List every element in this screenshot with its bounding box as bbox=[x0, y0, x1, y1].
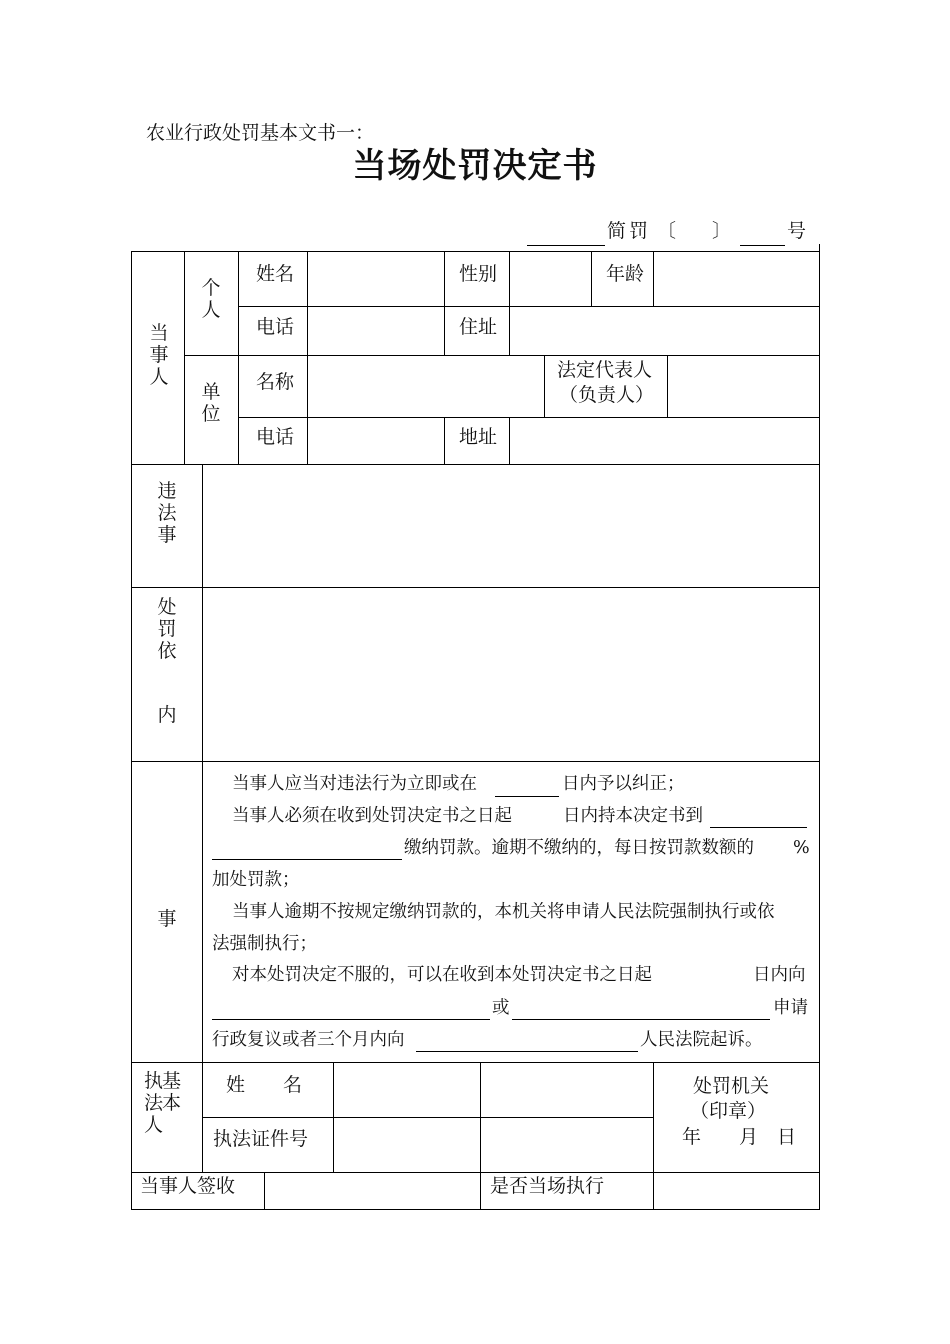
decision-line-3b: % bbox=[793, 838, 810, 858]
page-title: 当场处罚决定书 bbox=[352, 146, 598, 186]
gender-field[interactable] bbox=[510, 252, 591, 306]
officer-cert-field-1[interactable] bbox=[334, 1118, 480, 1172]
decision-line-4: 加处罚款； bbox=[212, 870, 300, 890]
phone-label: 电话 bbox=[256, 316, 295, 338]
unit-name-label: 名称 bbox=[256, 371, 295, 393]
decision-line-8b: 申请 bbox=[773, 998, 808, 1018]
unit-phone-field[interactable] bbox=[308, 418, 444, 464]
legal-rep-label: 法定代表人 bbox=[557, 359, 653, 381]
penalty-basis-label-bottom: 内 bbox=[157, 704, 177, 726]
decision-line-7b: 日内向 bbox=[753, 965, 806, 985]
party-sign-field[interactable] bbox=[265, 1173, 480, 1209]
legal-rep-sub-label: （负责人） bbox=[559, 384, 655, 406]
officer-cert-label: 执法证件号 bbox=[213, 1128, 309, 1150]
decision-line-8a: 或 bbox=[492, 998, 510, 1018]
unit-address-field[interactable] bbox=[510, 418, 819, 464]
individual-label: 个人 bbox=[201, 277, 221, 321]
residence-field[interactable] bbox=[510, 307, 819, 355]
residence-label: 住址 bbox=[459, 316, 498, 338]
authority-label: 处罚机关 bbox=[693, 1075, 770, 1097]
number-serial-blank bbox=[740, 245, 785, 246]
officer-name-field-1[interactable] bbox=[334, 1063, 480, 1117]
decision-line-6: 法强制执行； bbox=[212, 934, 317, 954]
decision-label: 事 bbox=[157, 908, 177, 930]
decision-line-2b: 日内持本决定书到 bbox=[563, 806, 703, 826]
violation-facts-field[interactable] bbox=[203, 465, 819, 587]
violation-facts-label: 违法事 bbox=[157, 480, 177, 546]
decision-line-9b: 人民法院起诉。 bbox=[640, 1030, 763, 1050]
party-section-label: 当事人 bbox=[149, 322, 169, 388]
review-agency-blank-1 bbox=[212, 1019, 490, 1020]
name-label: 姓名 bbox=[256, 263, 295, 285]
unit-address-label: 地址 bbox=[459, 426, 498, 448]
review-agency-blank-2 bbox=[512, 1019, 770, 1020]
number-bracket-close: 〕 bbox=[712, 220, 732, 242]
number-year-blank bbox=[527, 245, 605, 246]
party-sign-label: 当事人签收 bbox=[140, 1175, 236, 1197]
decision-line-9a: 行政复议或者三个月内向 bbox=[212, 1030, 405, 1050]
decision-line-7a: 对本处罚决定不服的，可以在收到本处罚决定书之日起 bbox=[232, 965, 652, 985]
unit-name-field[interactable] bbox=[308, 356, 544, 417]
age-label: 年龄 bbox=[606, 263, 645, 285]
officer-name-field-2[interactable] bbox=[481, 1063, 653, 1117]
decision-line-1b: 日内予以纠正； bbox=[562, 774, 685, 794]
payment-place-blank-2 bbox=[212, 859, 402, 860]
number-suffix: 号 bbox=[787, 220, 807, 242]
unit-phone-label: 电话 bbox=[256, 426, 295, 448]
officers-label-1: 执基 bbox=[144, 1070, 181, 1092]
payment-place-blank-1 bbox=[710, 827, 807, 828]
on-site-execution-field[interactable] bbox=[654, 1173, 819, 1209]
decision-line-1a: 当事人应当对违法行为立即或在 bbox=[232, 774, 477, 794]
correction-days-blank bbox=[495, 796, 559, 797]
document-series: 农业行政处罚基本文书一： bbox=[146, 122, 375, 144]
phone-field[interactable] bbox=[308, 307, 444, 355]
officers-label-3: 人 bbox=[144, 1114, 164, 1136]
on-site-execution-label: 是否当场执行 bbox=[490, 1175, 605, 1197]
decision-line-5: 当事人逾期不按规定缴纳罚款的，本机关将申请人民法院强制执行或依 bbox=[232, 902, 775, 922]
officer-cert-field-2[interactable] bbox=[481, 1118, 653, 1172]
number-prefix: 简罚 bbox=[607, 220, 652, 242]
decision-line-3a: 缴纳罚款。逾期不缴纳的，每日按罚款数额的 bbox=[404, 838, 754, 858]
penalty-basis-label: 处罚依 bbox=[157, 596, 177, 662]
penalty-basis-field[interactable] bbox=[203, 588, 819, 761]
age-field[interactable] bbox=[654, 252, 819, 306]
name-field[interactable] bbox=[308, 252, 444, 306]
unit-label: 单位 bbox=[201, 381, 221, 425]
decision-line-2a: 当事人必须在收到处罚决定书之日起 bbox=[232, 806, 512, 826]
court-name-blank bbox=[416, 1051, 638, 1052]
officers-label-2: 法本 bbox=[144, 1092, 181, 1114]
gender-label: 性别 bbox=[459, 263, 498, 285]
officer-name-label: 姓 名 bbox=[226, 1074, 303, 1096]
number-bracket-open: 〔 bbox=[657, 220, 677, 242]
date-label: 年 月 日 bbox=[682, 1126, 797, 1148]
legal-rep-field[interactable] bbox=[668, 356, 819, 417]
seal-label: （印章） bbox=[690, 1100, 767, 1122]
